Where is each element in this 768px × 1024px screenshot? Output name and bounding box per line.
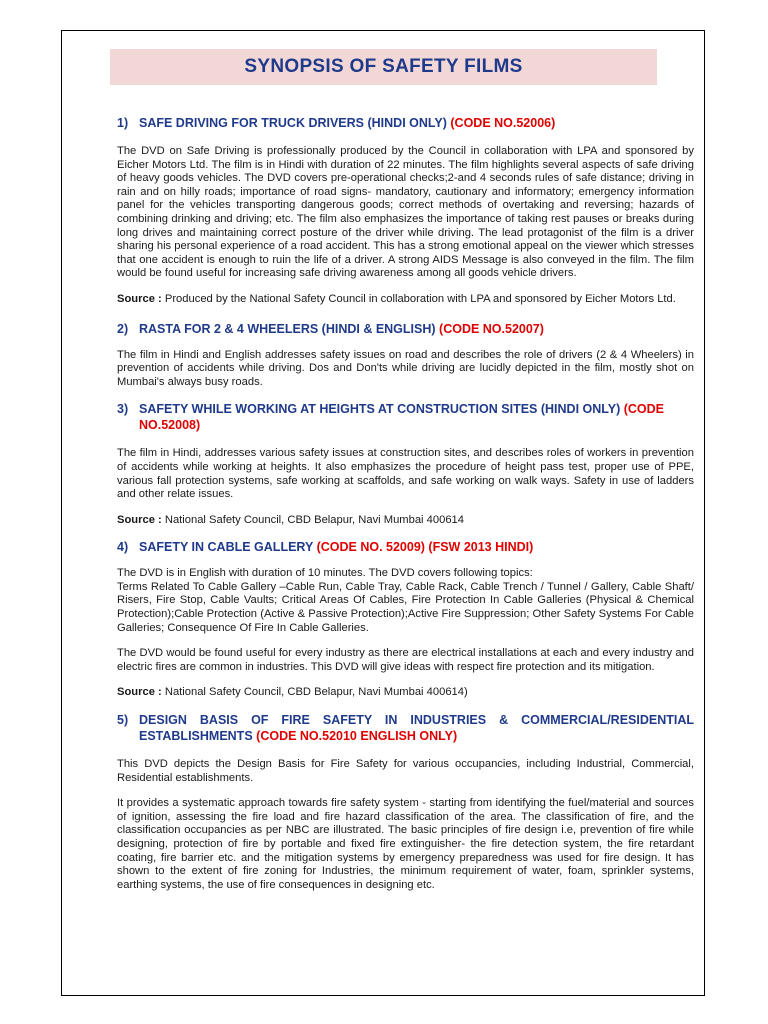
section-paragraph: The DVD would be found useful for every industry as there are electrical installations at each and every industry and electric fires are common in industries. This DVD will give ideas with respect fire protection and its mitigation. xyxy=(117,647,694,673)
source-text: National Safety Council, CBD Belapur, Navi Mumbai 400614) xyxy=(161,686,468,699)
source-label: Source : xyxy=(117,513,162,526)
source-text: Produced by the National Safety Council in collaboration with LPA and sponsored by Eicher Motors Ltd. xyxy=(161,292,676,305)
source-line xyxy=(117,514,694,528)
document-content xyxy=(117,115,694,892)
section-code: (CODE NO.52007) xyxy=(439,321,544,336)
section-paragraph: The DVD is in English with duration of 10 minutes. The DVD covers following topics: xyxy=(117,567,533,580)
section-number: 1) xyxy=(117,116,129,130)
page-title: SYNOPSIS OF SAFETY FILMS xyxy=(110,49,657,85)
section-code: (CODE NO.52008) xyxy=(139,402,665,433)
section-paragraph: It provides a systematic approach towards fire safety system - starting from identifying the fuel/material and sources of ignition, assessing the fire load and fire hazard classification of the area. The classification of fire, and the classification occupancies as per NBC are illustrated. The basic principles of fire design i.e, prevention of fire while designing, protection of fire by portable and fixed fire extinguisher- the fire detection system, the fire retardant coating, fire barrier etc. and the mitigation systems by emergency preparedness was used for fire design. It has shown to the extent of fire zoning for Industries, the minimum requirement of water, foam, sprinkler systems, earthing systems, the use of fire consequences in designing etc. xyxy=(117,797,694,891)
section-number: 3) xyxy=(117,402,129,417)
section-number: 4) xyxy=(117,540,129,555)
section-code: (CODE NO.52010 ENGLISH ONLY) xyxy=(256,729,458,744)
section-title: DESIGN BASIS OF FIRE SAFETY IN INDUSTRIES & COMMERCIAL/RESIDENTIAL ESTABLISHMENTS xyxy=(139,713,694,744)
section-code: (CODE NO. 52009) (FSW 2013 HINDI) xyxy=(316,540,534,555)
section-title: SAFE DRIVING FOR TRUCK DRIVERS (HINDI ONLY) xyxy=(139,116,447,130)
section-paragraph: The DVD on Safe Driving is professionally produced by the Council in collaboration with LPA and sponsored by Eicher Motors Ltd. The film is in Hindi with duration of 22 minutes. The film highlights several aspects of safe driving of heavy goods vehicles. The DVD covers pre-operational checks;2-and 4 seconds rules of safe distance; driving in rain and on hilly roads; importance of road signs- mandatory, cautionary and informatory; emergency information panel for the vehicles transporting dangerous goods; correct methods of overtaking and reversing; hazards of combining drinking and driving; etc. The film also emphasizes the importance of taking rest pauses or breaks during long drives and maintaining correct posture of the driver while driving. The lead protagonist of the film is a driver sharing his personal experience of a road accident. This has a strong emotional appeal on the viewer which stresses that one accident is enough to ruin the life of a driver. A strong AIDS Message is also conveyed in the film. The film would be found useful for increasing safe driving awareness among all goods vehicle drivers. xyxy=(117,145,694,280)
section-heading-1 xyxy=(117,115,694,131)
section-code: (CODE NO.52006) xyxy=(450,116,556,130)
section-paragraph: The film in Hindi and English addresses safety issues on road and describes the role of drivers (2 & 4 Wheelers) in prevention of accidents while driving. Dos and Don'ts while driving are lucidly depicted in the film, mostly shot on Mumbai's always busy roads. xyxy=(117,348,694,388)
section-heading-4 xyxy=(117,539,694,555)
source-line xyxy=(117,686,694,700)
source-text: National Safety Council, CBD Belapur, Navi Mumbai 400614 xyxy=(161,513,464,526)
section-title: SAFETY WHILE WORKING AT HEIGHTS AT CONSTRUCTION SITES (HINDI ONLY) xyxy=(139,402,621,417)
section-number: 2) xyxy=(117,321,129,336)
section-title: RASTA FOR 2 & 4 WHEELERS (HINDI & ENGLISH) xyxy=(139,321,436,336)
source-label: Source : xyxy=(117,292,162,305)
section-title: SAFETY IN CABLE GALLERY xyxy=(139,540,314,555)
source-line xyxy=(117,293,694,307)
source-label: Source : xyxy=(117,686,162,699)
section-paragraph: Terms Related To Cable Gallery –Cable Run, Cable Tray, Cable Rack, Cable Trench / Tunnel / Gallery, Cable Shaft/ Risers, Fire Stop, Cable Vaults; Critical Areas Of Cables, Fire Protection In Cable Galleries (Physical & Chemical Protection);Cable Protection (Active & Passive Protection);Active Fire Suppression; Other Safety Systems For Cable Galleries; Consequence Of Fire In Cable Galleries. xyxy=(117,580,694,634)
section-heading-5 xyxy=(117,712,694,744)
document-page xyxy=(61,30,705,996)
section-paragraph: The film in Hindi, addresses various safety issues at construction sites, and describes roles of workers in prevention of accidents while working at heights. It also emphasizes the procedure of height pass test, proper use of PPE, various fall protection systems, safe working at scaffolds, and safe working on walk ways. Safety in use of ladders and other relate issues. xyxy=(117,447,694,501)
section-number: 5) xyxy=(117,713,129,728)
section-heading-3 xyxy=(117,401,694,433)
section-paragraph: This DVD depicts the Design Basis for Fire Safety for various occupancies, including Industrial, Commercial, Residential establishments. xyxy=(117,758,694,784)
section-heading-2 xyxy=(117,321,694,337)
